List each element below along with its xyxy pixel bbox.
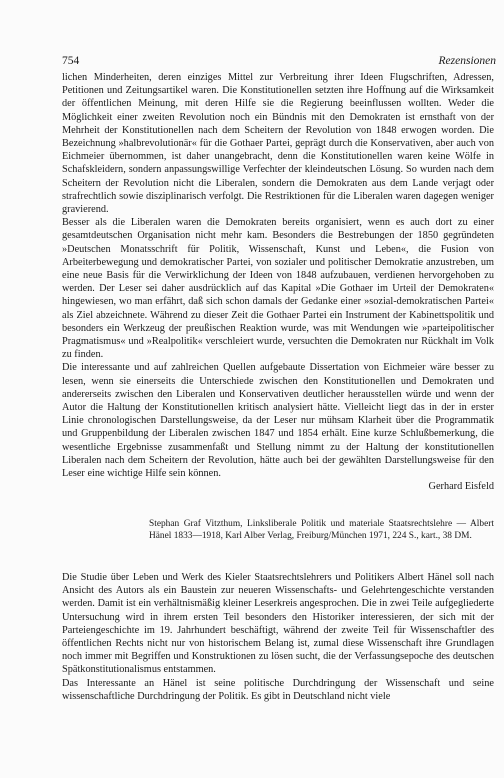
reviewer-signature: Gerhard Eisfeld bbox=[428, 481, 494, 493]
running-header bbox=[62, 53, 496, 69]
review1-paragraph: lichen Minderheiten, deren einziges Mittel zur Verbreitung ihrer Ideen Flugschriften, Adressen, Petitionen und Zeitungsartikel waren. Die Konstitutionellen setzten ihre Hoffnung auf die Wirksamkeit der öffentlichen Meinung, mit deren Hilfe sie die Regierung beeinflussen wollten. Weder die Möglichkeit einer zweiten Revolution noch ein Bündnis mit den Demokraten ist ernsthaft von der Mehrheit der Konstitutionellen nach dem Scheitern der Revolution von 1848 erwogen worden. Die Bezeichnung »halbrevolutionär« für die Gothaer Partei, geprägt durch die Konservativen, aber auch von Eichmeier übernommen, ist daher unangebracht, denn die Konstitutionellen waren keine Wölfe in Schafskleidern, sondern anpassungswillige Verfechter der kleindeutschen Lösung. So wurden nach dem Scheitern der Revolution nicht die Liberalen, sondern die Demokraten aus dem Lande verjagt oder strafrechtlich sowie disziplinarisch verfolgt. Die Restriktionen für die Liberalen waren dagegen weniger gravierend. bbox=[62, 72, 494, 216]
review2-paragraph: Die Studie über Leben und Werk des Kieler Staatsrechtslehrers und Politikers Albert Hänel soll nach Ansicht des Autors als ein Baustein zur neueren Wissenschafts- und Gelehrtengeschichte verstanden werden. Damit ist ein verhältnismäßig kleiner Leserkreis angesprochen. Die in zwei Teile aufgegliederte Untersuchung wird in ihrem ersten Teil besonders den Historiker interessieren, der sich mit der Parteiengeschichte im 19. Jahrhundert beschäftigt, während der zweite Teil für Wissenschaftler des öffentlichen Rechts nicht nur von historischem Belang ist, zumal diese Wissenschaft ihre Grundlagen noch immer mit Begriffen und Konstruktionen zu lösen sucht, die der Verfassungsepoche des deutschen Spätkonstitutionalismus entstammen. bbox=[62, 572, 494, 676]
review1-paragraph: Besser als die Liberalen waren die Demokraten bereits organisiert, wenn es auch dort zu einer gesamtdeutschen Organisation nicht mehr kam. Besonders die Bestrebungen der 1850 gegründeten »Deutschen Monatsschrift für Politik, Wissenschaft, Kunst und Leben«, die Fusion von Arbeiterbewegung und demokratischer Partei, von sozialer und politischer Demokratie anzustreben, um eine neue Basis für die Verwirklichung der Ideen von 1848 aufzubauen, verdienen hervorgehoben zu werden. Der Leser sei daher ausdrücklich auf das Kapital »Die Gothaer im Urteil der Demokraten« hingewiesen, wo man erfährt, daß sich schon damals der Gedanke einer »sozial-demokratischen Partei« als Ziel abzeichnete. Während zu dieser Zeit die Gothaer Partei ein Instrument der Kabinettspolitik und besonders ein Werkzeug der preußischen Reaktion wurde, was mit Wendungen wie »parteipolitischer Pragmatismus« und »Realpolitik« verschleiert wurde, versuchten die Demokraten nur Rückhalt im Volk zu finden. bbox=[62, 217, 494, 361]
review1-paragraph: Die interessante und auf zahlreichen Quellen aufgebaute Dissertation von Eichmeier wäre besser zu lesen, wenn sie einerseits die Unterschiede zwischen den Konstitutionellen und Demokraten und andererseits zwischen den Liberalen und Konservativen deutlicher herausstellen würde und wenn der Autor die Haltung der Konstitutionellen kritisch analysiert hätte. Vielleicht liegt das in der in erster Linie chronologischen Darstellungsweise, da der Leser nur mühsam Klarheit über die Programmatik und Gruppenbildung der Liberalen zwischen 1847 und 1854 erhält. Eine kurze Schlußbemerkung, die wesentliche Ergebnisse zusammenfaßt und Stellung nimmt zu der Haltung der konstitutionellen Liberalen nach dem Scheitern der Revolution, hätte auch bei der gewählten Darstellungsweise für den Leser eine wichtige Hilfe sein können. bbox=[62, 362, 494, 480]
review2-paragraph: Das Interessante an Hänel ist seine politische Durchdringung der Wissenschaft und seine wissenschaftliche Durchdringung der Politik. Es gibt in Deutschland nicht viele bbox=[62, 677, 494, 702]
review-vitzthum bbox=[62, 571, 494, 703]
page-number: 754 bbox=[62, 55, 80, 67]
review-eichmeier bbox=[62, 71, 494, 494]
section-title: Rezensionen bbox=[438, 55, 496, 67]
book-citation: Stephan Graf Vitzthum, Linksliberale Politik und materiale Staatsrechtslehre — Albert Hänel 1833—1918, Karl Alber Verlag, Freiburg/München 1971, 224 S., kart., 38 DM. bbox=[149, 519, 494, 542]
